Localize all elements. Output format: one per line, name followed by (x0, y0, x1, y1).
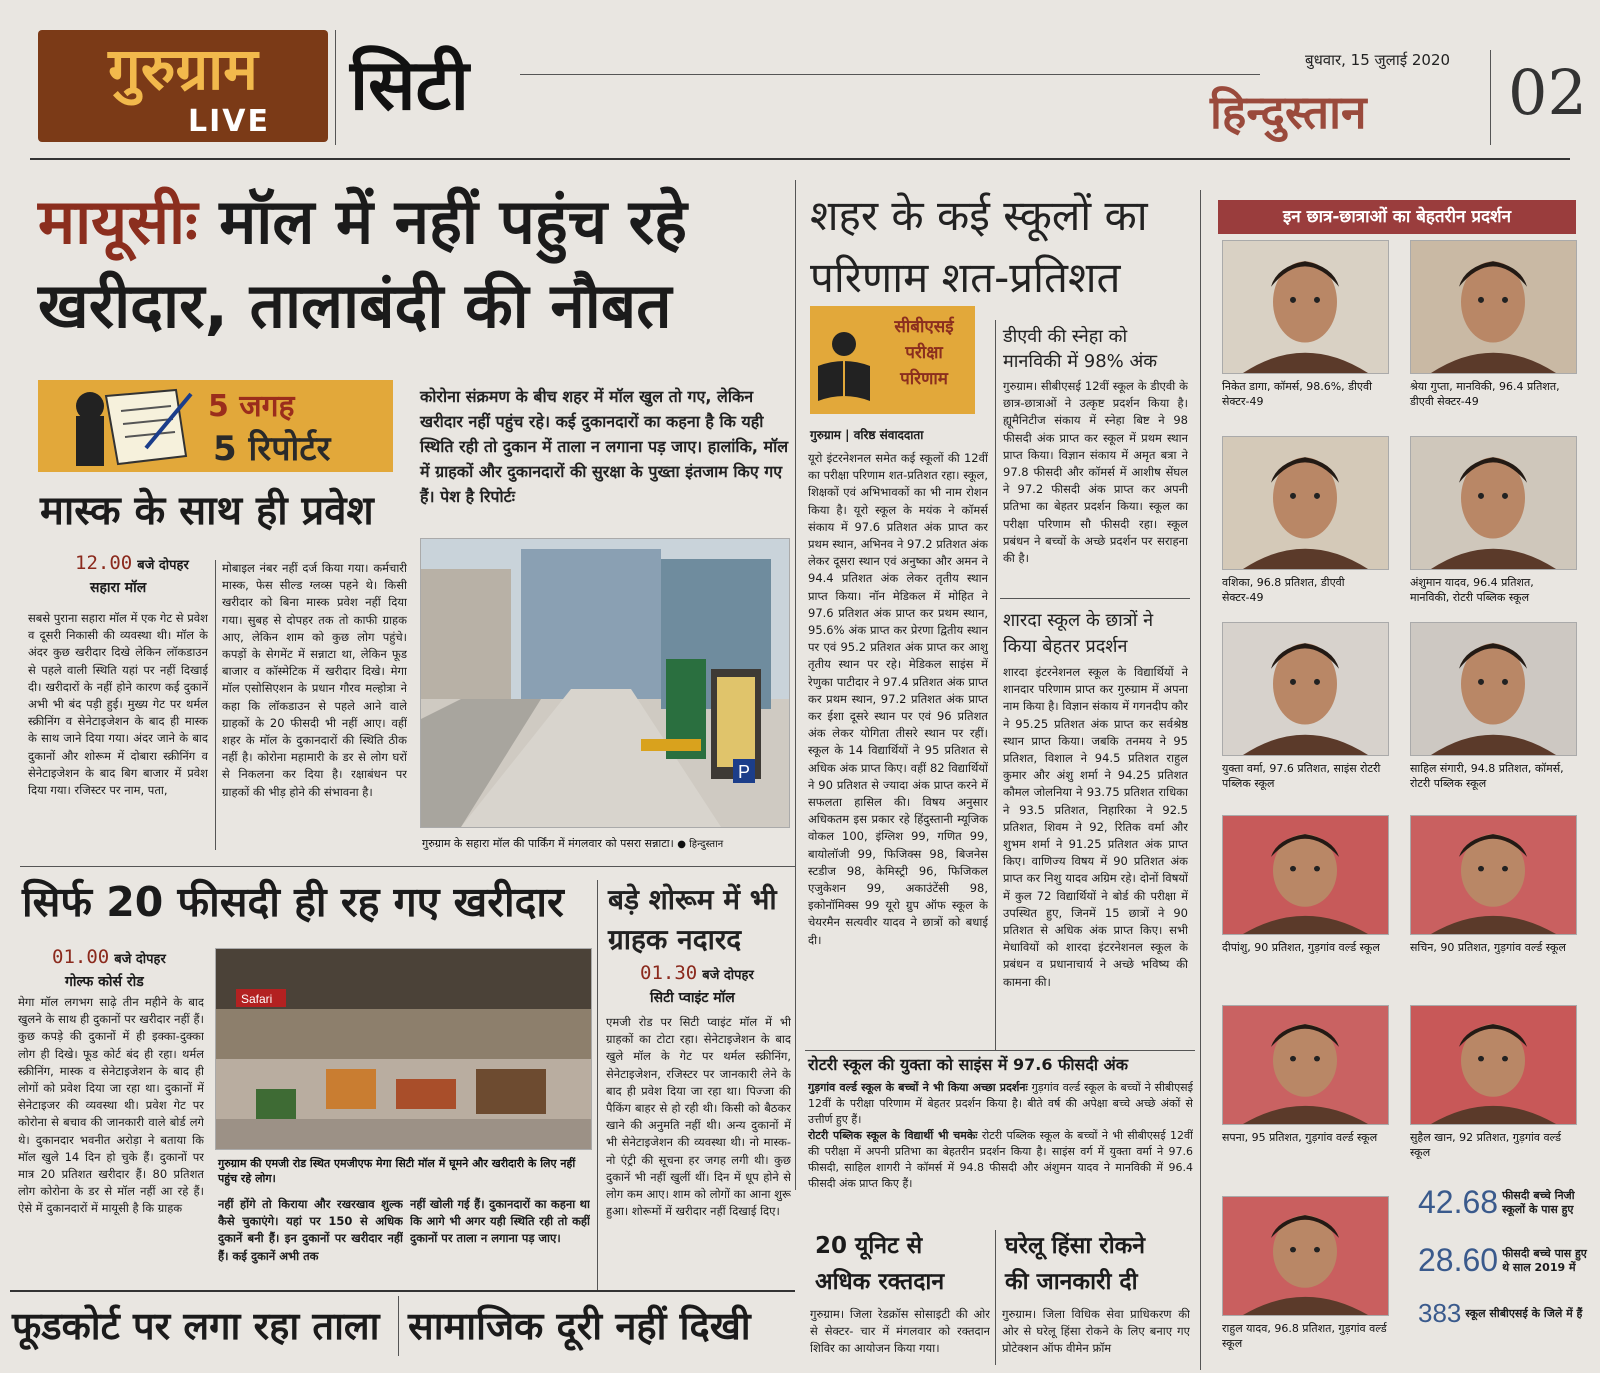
stat-row (1418, 1298, 1593, 1329)
stat-value: 42.68 (1418, 1184, 1499, 1220)
story1-photo-caption (422, 836, 792, 852)
schools-headline-line1: शहर के कई स्कूलों का (810, 191, 1148, 240)
stat-text: स्कूल सीबीएसई के जिले में हैं (1465, 1306, 1583, 1320)
topper-photo (1222, 622, 1389, 756)
story3-heading-line1: बड़े शोरूम में भी (608, 883, 777, 916)
lead-intro: कोरोना संक्रमण के बीच शहर में मॉल खुल तो गए, लेकिन खरीदार नहीं पहुंच रहे। कई दुकानदारों का कहना है कि यही स्थिति रही तो दुकान में ताला न लगाना पड़ जाए। हालांकि, मॉल में ग्राहकों और दुकानदारों की सुरक्षा के पुख्ता इंतजाम किए गए हैं। पेश है रिपोर्टः (420, 387, 789, 506)
cbse-label-line1: सीबीएसई (894, 317, 954, 337)
rotary-body1-lead: गुड़गांव वर्ल्ड स्कूल के बच्चों ने भी किया अच्छा प्रदर्शनः (808, 1081, 1028, 1094)
byline-place: गुरुग्राम (810, 428, 841, 442)
byline-role: वरिष्ठ संवाददाता (853, 428, 924, 442)
topper-photo (1410, 622, 1577, 756)
sharda-heading (1003, 608, 1193, 660)
topper-caption: अंशुमान यादव, 96.4 प्रतिशत, मानविकी, रोटरी पब्लिक स्कूल (1410, 576, 1534, 604)
story1-time-suffix: बजे दोपहर (137, 558, 189, 573)
topper-caption: श्रेया गुप्ता, मानविकी, 96.4 प्रतिशत, डीएवी सेक्टर-49 (1410, 380, 1560, 408)
rotary-body2: रोटरी पब्लिक स्कूल के बच्चों ने भी सीबीएसई 12वीं की परीक्षा में अपनी प्रतिभा का बेहतरीन प्रदर्शन किया है। साइंस वर्ग में युक्ता वर्मा ने 97.6 फीसदी, साहिल शागरी ने कॉमर्स में 94.8 फीसदी और अंशुमन यादव ने मानविकी में 96.4 फीसदी अंक प्राप्त किए हैं। (808, 1129, 1193, 1190)
topper-photo (1410, 815, 1577, 935)
topper-caption: सचिन, 90 प्रतिशत, गुड़गांव वर्ल्ड स्कूल (1410, 941, 1566, 954)
rotary-heading: रोटरी स्कूल की युक्ता को साइंस में 97.6 फीसदी अंक (808, 1055, 1129, 1074)
blood-body: गुरुग्राम। जिला रेडक्रॉस सोसाइटी की ओर से सेक्टर- चार में मंगलवार को रक्तदान शिविर का आयोजन किया गया। (810, 1307, 990, 1356)
topper-caption: सुहैल खान, 92 प्रतिशत, गुड़गांव वर्ल्ड स्कूल (1410, 1131, 1562, 1159)
topper-caption: युक्ता वर्मा, 97.6 प्रतिशत, साइंस रोटरी पब्लिक स्कूल (1222, 762, 1381, 790)
sharda-heading-line1: शारदा स्कूल के छात्रों ने (1003, 610, 1154, 631)
violence-heading (1005, 1228, 1195, 1300)
topper-photo (1222, 1196, 1389, 1316)
topper-card (1410, 240, 1575, 409)
rotary-body2-lead: रोटरी पब्लिक स्कूल के विद्यार्थी भी चमकेः (808, 1129, 978, 1142)
dav-heading (1003, 324, 1193, 374)
stat-value: 383 (1418, 1298, 1462, 1328)
story2-heading: सिर्फ 20 फीसदी ही रह गए खरीदार (22, 878, 564, 926)
story3-time (640, 962, 754, 984)
story2-caption-text: गुरुग्राम की एमजी रोड स्थित एमजीएफ मेगा सिटी मॉल में घूमने और खरीदारी के लिए नहीं पहुंच रहे लोग। (218, 1157, 576, 1185)
story2-col3: नहीं खोली गई हैं। दुकानदारों का कहना था कि आगे भी अगर यही स्थिति रही तो कहीं दुकानों पर ताला न लगाना पड़ जाए। (410, 1197, 590, 1246)
sahara-mall-photo (420, 538, 790, 828)
mega-city-mall-photo (215, 948, 592, 1150)
topper-caption: साहिल संगारी, 94.8 प्रतिशत, कॉमर्स, रोटरी पब्लिक स्कूल (1410, 762, 1564, 790)
topper-card (1410, 436, 1575, 605)
sharda-body: शारदा इंटरनेशनल स्कूल के विद्यार्थियों ने शानदार परिणाम प्राप्त कर गुरुग्राम में अपना नाम किया है। विज्ञान संकाय में गगनदीप कौर ने 95.25 प्रतिशत अंक प्राप्त कर सर्वश्रेष्ठ स्थान प्राप्त किया। जबकि तनमय ने 95 प्रतिशत, विशाल ने 94.5 प्रतिशत राहुल कुमार और अंशु शर्मा ने 94.25 प्रतिशत कौमल जोलनिया ने 93.75 प्रतिशत राधिका ने 93.5 प्रतिशत, निहारिका ने 92.5 प्रतिशत, शिवम ने 92, रितिक वर्मा और शुभम शर्मा ने 91.25 प्रतिशत अंक प्राप्त किए। वाणिज्य विषय में 90 प्रतिशत अंक प्राप्त कर निशु यादव अग्रिम रहे। दोनों विषयों में कुल 72 विद्यार्थियों ने बोर्ड की परीक्षा में उपस्थित हुए, जिनमें 15 छात्रों ने 90 प्रतिशत से अधिक अंक प्राप्त किए। सभी मेधावियों को शारदा इंटरनेशनल स्कूल के प्रबंधन व प्रधानाचार्य ने अच्छे भविष्य की कामना की। (1003, 665, 1188, 989)
reading-icon (814, 326, 874, 406)
dav-body: गुरुग्राम। सीबीएसई 12वीं स्कूल के डीएवी के छात्र-छात्राओं ने उत्कृष्ट प्रदर्शन किया है। ह्यूमैनिटीज संकाय में स्नेहा बिष्ट ने 98 फीसदी अंक प्राप्त कर स्कूल में प्रथम स्थान प्राप्त किया। विज्ञान संकाय में अमृत बत्रा ने 97.8 फीसदी और कॉमर्स में आशीष सेंघल ने 97.2 फीसदी अंक प्राप्त कर अपनी प्रतिभा का बेहतर प्रदर्शन किया। स्कूल का परीक्षा परिणाम सौ फीसदी रहा। स्कूल प्रबंधन ने बच्चों के अच्छे प्रदर्शन पर सराहना की है। (1003, 379, 1188, 566)
topper-photo (1222, 1005, 1389, 1125)
story2-col2: नहीं होंगे तो किराया और रखरखाव शुल्क कैसे चुकाएंगे। यहां पर 150 से अधिक दुकानें बनी हैं। इन दुकानों पर खरीदार नहीं हैं। कई दुकानें अभी तक (218, 1197, 403, 1263)
section-name: सिटी (350, 44, 469, 126)
topper-card (1222, 622, 1387, 791)
topper-photo (1222, 436, 1389, 570)
reporter-icon (46, 386, 196, 466)
badge-line2: 5 रिपोर्टर (213, 429, 331, 469)
story1-col2: मोबाइल नंबर नहीं दर्ज किया गया। कर्मचारी मास्क, फेस सील्ड ग्लव्स पहने थे। किसी खरीदार को बिना मास्क प्रवेश नहीं दिया गया। सुबह से दोपहर तक तो काफी ग्राहक आए, लेकिन शाम को कुछ लोग पहुंचे। कपड़ों के सेगमेंट में सन्नाटा था, लेकिन फूड बाजार व कॉस्मेटिक में खरीदार दिखे। मेगा मॉल एसोसिएशन के प्रधान गौरव मल्होत्रा ने कहा कि लॉकडाउन से पहले आने वाले ग्राहकों के 20 फीसदी भी नहीं आए। वहीं शहर के मॉल के दुकानदारों की स्थिति ठीक नहीं है। कोरोना महामारी के डर से लोग घरों से निकलना कर दिया है। रक्षाबंधन पर ग्राहकों की भीड़ होने की संभावना है। (222, 561, 407, 799)
cbse-label-line3: परिणाम (900, 369, 948, 389)
topper-card (1222, 815, 1387, 955)
badge-line1: 5 जगह (208, 389, 295, 424)
story3-time-suffix: बजे दोपहर (702, 968, 754, 983)
story3-heading (608, 880, 793, 960)
story3-place: सिटी प्वाइंट मॉल (650, 990, 735, 1006)
topper-caption: वशिका, 96.8 प्रतिशत, डीएवी सेक्टर-49 (1222, 576, 1345, 604)
topper-card (1410, 815, 1575, 955)
schools-headline (810, 185, 1180, 309)
rotary-body1: गुड़गांव वर्ल्ड स्कूल के बच्चों ने सीबीएसई 12वीं के परीक्षा परिणाम में बेहतर प्रदर्शन किया है। बीते वर्ष की अपेक्षा बच्चे अच्छे अंकों से उत्तीर्ण हुए हैं। (808, 1081, 1193, 1126)
story1-place: सहारा मॉल (90, 580, 147, 596)
topper-photo (1410, 240, 1577, 374)
topper-photo (1222, 240, 1389, 374)
topper-card (1222, 240, 1387, 409)
story2-place: गोल्फ कोर्स रोड (65, 974, 144, 990)
topper-card (1222, 436, 1387, 605)
stat-row (1418, 1184, 1593, 1221)
headline-line1: मॉल में नहीं पहुंच रहे (219, 185, 687, 258)
blood-heading-line2: अधिक रक्तदान (815, 1269, 945, 1295)
lead-headline (38, 180, 808, 348)
rotary-body (808, 1080, 1193, 1220)
topper-caption: राहुल यादव, 96.8 प्रतिशत, गुड़गांव वर्ल्ड स्कूल (1222, 1322, 1387, 1350)
city-logo (38, 30, 328, 142)
topper-caption: सपना, 95 प्रतिशत, गुड़गांव वर्ल्ड स्कूल (1222, 1131, 1378, 1144)
dav-heading-line1: डीएवी की स्नेहा को (1003, 326, 1128, 347)
stat-row (1418, 1242, 1593, 1279)
topper-photo (1410, 1005, 1577, 1125)
story1-time-value: 12.00 (75, 552, 133, 574)
story2-col1: मेगा मॉल लगभग साढ़े तीन महीने के बाद खुलने के साथ ही दुकानों पर खरीदार नहीं हैं। कुछ कपड़े की दुकानों में ही इक्का-दुक्का लोग ही दिखे। फूड कोर्ट बंद ही रहा। थर्मल स्क्रीनिंग, मास्क व सेनेटाइजेशन के बाद ही लोगों को प्रवेश दिया जा रहा था। दुकानों में सेनेटाइजर की व्यवस्था थी। प्रवेश गेट पर कोरोना से बचाव की जानकारी वाले बोर्ड लगे थे। दुकानदार भवनीत अरोड़ा ने बताया कि मॉल खुले 14 दिन हो चुके हैं। दुकानों पर मात्र 20 प्रतिशत खरीदार हैं। 80 प्रतिशत लोग कोरोना के डर से मॉल नहीं आ रहे हैं। ऐसे में दुकानदारों में मायूसी है कि ग्राहक (18, 995, 204, 1216)
cbse-result-label (810, 306, 975, 414)
toppers-banner: इन छात्र-छात्राओं का बेहतरीन प्रदर्शन (1218, 200, 1576, 234)
parking-sign: P (738, 762, 751, 782)
story1-time (75, 552, 189, 574)
sharda-heading-line2: किया बेहतर प्रदर्शन (1003, 636, 1128, 657)
story2-time-value: 01.00 (52, 946, 110, 968)
violence-heading-line2: की जानकारी दी (1005, 1269, 1138, 1295)
story3-heading-line2: ग्राहक नदारद (608, 923, 742, 956)
story2-time-suffix: बजे दोपहर (114, 952, 166, 967)
story3-body: एमजी रोड पर सिटी प्वाइंट मॉल में भी ग्राहकों का टोटा रहा। सेनेटाइजेशन के बाद खुले मॉल के गेट पर थर्मल स्क्रीनिंग, सेनेटाइजेशन, रजिस्टर पर जानकारी लेने के बाद ही प्रवेश दिया जा रहा था। पिज्जा की पैकिंग बाहर से हो रही थी। किसी को बैठकर खाने की अनुमति नहीं थी। अन्य दुकानों में भी सेनेटाइजेशन की व्यवस्था थी। नो मास्क-नो एंट्री की सूचना हर जगह लगी थी। कुछ दुकानें भी नहीं खुलीं थीं। दिन में धूप होने से लोग कम आए। शाम को लोगों का आना शुरू हुआ। शोरूमों में खरीदार नहीं दिखाई दिए। (606, 1015, 791, 1219)
issue-date: बुधवार, 15 जुलाई 2020 (1305, 51, 1451, 69)
schools-headline-line2: परिणाम शत-प्रतिशत (810, 253, 1121, 302)
reporters-badge (38, 380, 393, 472)
story1-col1: सबसे पुराना सहारा मॉल में एक गेट से प्रवेश व दूसरी निकासी की व्यवस्था थी। मॉल के अंदर कुछ खरीदार दिखे लेकिन लॉकडाउन से पहले वाली स्थिति यहां पर नहीं दिखाई दी। खरीदारों के नहीं होने कारण कई दुकानें अभी भी बंद पड़ी हुई। मुख्य गेट पर थर्मल स्क्रीनिंग व सेनेटाइजेशन के बाद ही मास्क के साथ जाने दिया गया। अंदर जाने के बाद दुकानों और शोरूम में दोबारा स्क्रीनिंग व सेनेटाइजेशन के बाद बिग बाजार में प्रवेश दिया गया। रजिस्टर पर नाम, पता, (28, 611, 208, 798)
schools-body: यूरो इंटरनेशनल समेत कई स्कूलों की 12वीं का परीक्षा परिणाम शत-प्रतिशत रहा। स्कूल, शिक्षकों एवं अभिभावकों का भी नाम रोशन किया है। यूरो स्कूल के मयंक ने कॉमर्स संकाय में 97.6 प्रतिशत अंक प्राप्त कर प्रथम स्थान, अभिनव ने 97.2 प्रतिशत अंक लेकर दूसरा स्थान एवं अनुष्का और अमन ने 94.4 प्रतिशत अंक लेकर तृतीय स्थान प्राप्त किया। नॉन मेडिकल में मोहित ने 97.6 प्रतिशत अंक प्राप्त कर प्रथम स्थान, 95.6% अंक प्राप्त कर प्रेरणा द्वितीय स्थान पर एवं 95.2 प्रतिशत अंक प्राप्त कर आशु तृतीय स्थान पर रहे। मेडिकल साइंस में रेणुका पाटीदार ने 97.4 प्रतिशत अंक प्राप्त कर प्रथम स्थान, 97.2 प्रतिशत अंक प्राप्त कर ईशा दूसरे स्थान पर एवं 96 प्रतिशत अंक लेकर योगिता तीसरे स्थान पर रहीं। स्कूल के 14 विद्यार्थियों ने 95 प्रतिशत से अधिक अंक प्राप्त किए। वहीं 82 विद्यार्थियों ने 90 प्रतिशत से ज्यादा अंक प्राप्त करने में सफलता हासिल की। विषय अनुसार अधिकतम इस प्रकार रहे हिंदुस्तानी म्यूजिक वोकल 100, इंग्लिश 99, गणित 99, बायोलॉजी 99, फिजिक्स 98, बिजनेस स्टडीज 98, केमिस्ट्री 96, फिजिकल एजुकेशन 99, अकाउंटेंसी 98, इकोनॉमिक्स 99 यूरो ग्रुप ऑफ स्कूल के चेयरमैन सत्यवीर यादव ने छात्रों को बधाई दी। (808, 451, 988, 947)
topper-caption: निकेत डागा, कॉमर्स, 98.6%, डीएवी सेक्टर-49 (1222, 380, 1372, 408)
story1-heading: मास्क के साथ ही प्रवेश (40, 488, 374, 534)
blood-heading-line1: 20 यूनिट से (815, 1233, 923, 1259)
safari-sign: Safari (241, 992, 273, 1006)
story2-photo-caption (218, 1156, 588, 1186)
topper-card (1410, 622, 1575, 791)
violence-heading-line1: घरेलू हिंसा रोकने (1005, 1233, 1146, 1259)
cbse-label-text (878, 314, 970, 392)
stat-text: फीसदी बच्चे पास हुए थे साल 2019 में (1502, 1246, 1587, 1274)
topper-photo (1410, 436, 1577, 570)
live-label: LIVE (188, 104, 270, 139)
story1-photo-credit: ● हिन्दुस्तान (677, 839, 724, 850)
topper-card (1410, 1005, 1575, 1160)
stat-value: 28.60 (1418, 1242, 1499, 1278)
headline-line2: खरीदार, तालाबंदी की नौबत (38, 269, 672, 342)
schools-byline: गुरुग्राम | वरिष्ठ संवाददाता (810, 428, 924, 442)
page-number: 02 (1508, 56, 1587, 129)
city-logo-text: गुरुग्राम (108, 35, 258, 103)
topper-caption: दीपांशु, 90 प्रतिशत, गुड़गांव वर्ल्ड स्कूल (1222, 941, 1380, 954)
story3-time-value: 01.30 (640, 962, 698, 984)
headline-tag: मायूसीः (38, 185, 198, 258)
topper-card (1222, 1005, 1387, 1145)
story1-caption-text: गुरुग्राम के सहारा मॉल की पार्किंग में मंगलवार को पसरा सन्नाटा। (422, 837, 674, 850)
story2-time (52, 946, 166, 968)
topper-card (1222, 1196, 1387, 1351)
stat-text: फीसदी बच्चे निजी स्कूलों के पास हुए (1502, 1188, 1575, 1216)
dav-heading-line2: मानविकी में 98% अंक (1003, 351, 1158, 372)
teaser-left: फूडकोर्ट पर लगा रहा ताला (12, 1304, 380, 1348)
violence-body: गुरुग्राम। जिला विधिक सेवा प्राधिकरण की ओर से घरेलू हिंसा रोकने के लिए बनाए गए प्रोटेक्शन ऑफ वीमेन फ्रॉम (1002, 1307, 1190, 1356)
paper-name: हिन्दुस्तान (1210, 85, 1367, 139)
topper-photo (1222, 815, 1389, 935)
masthead (0, 0, 1600, 170)
cbse-label-line2: परीक्षा (905, 343, 943, 363)
teaser-right: सामाजिक दूरी नहीं दिखी (408, 1304, 751, 1348)
blood-heading (815, 1228, 985, 1300)
